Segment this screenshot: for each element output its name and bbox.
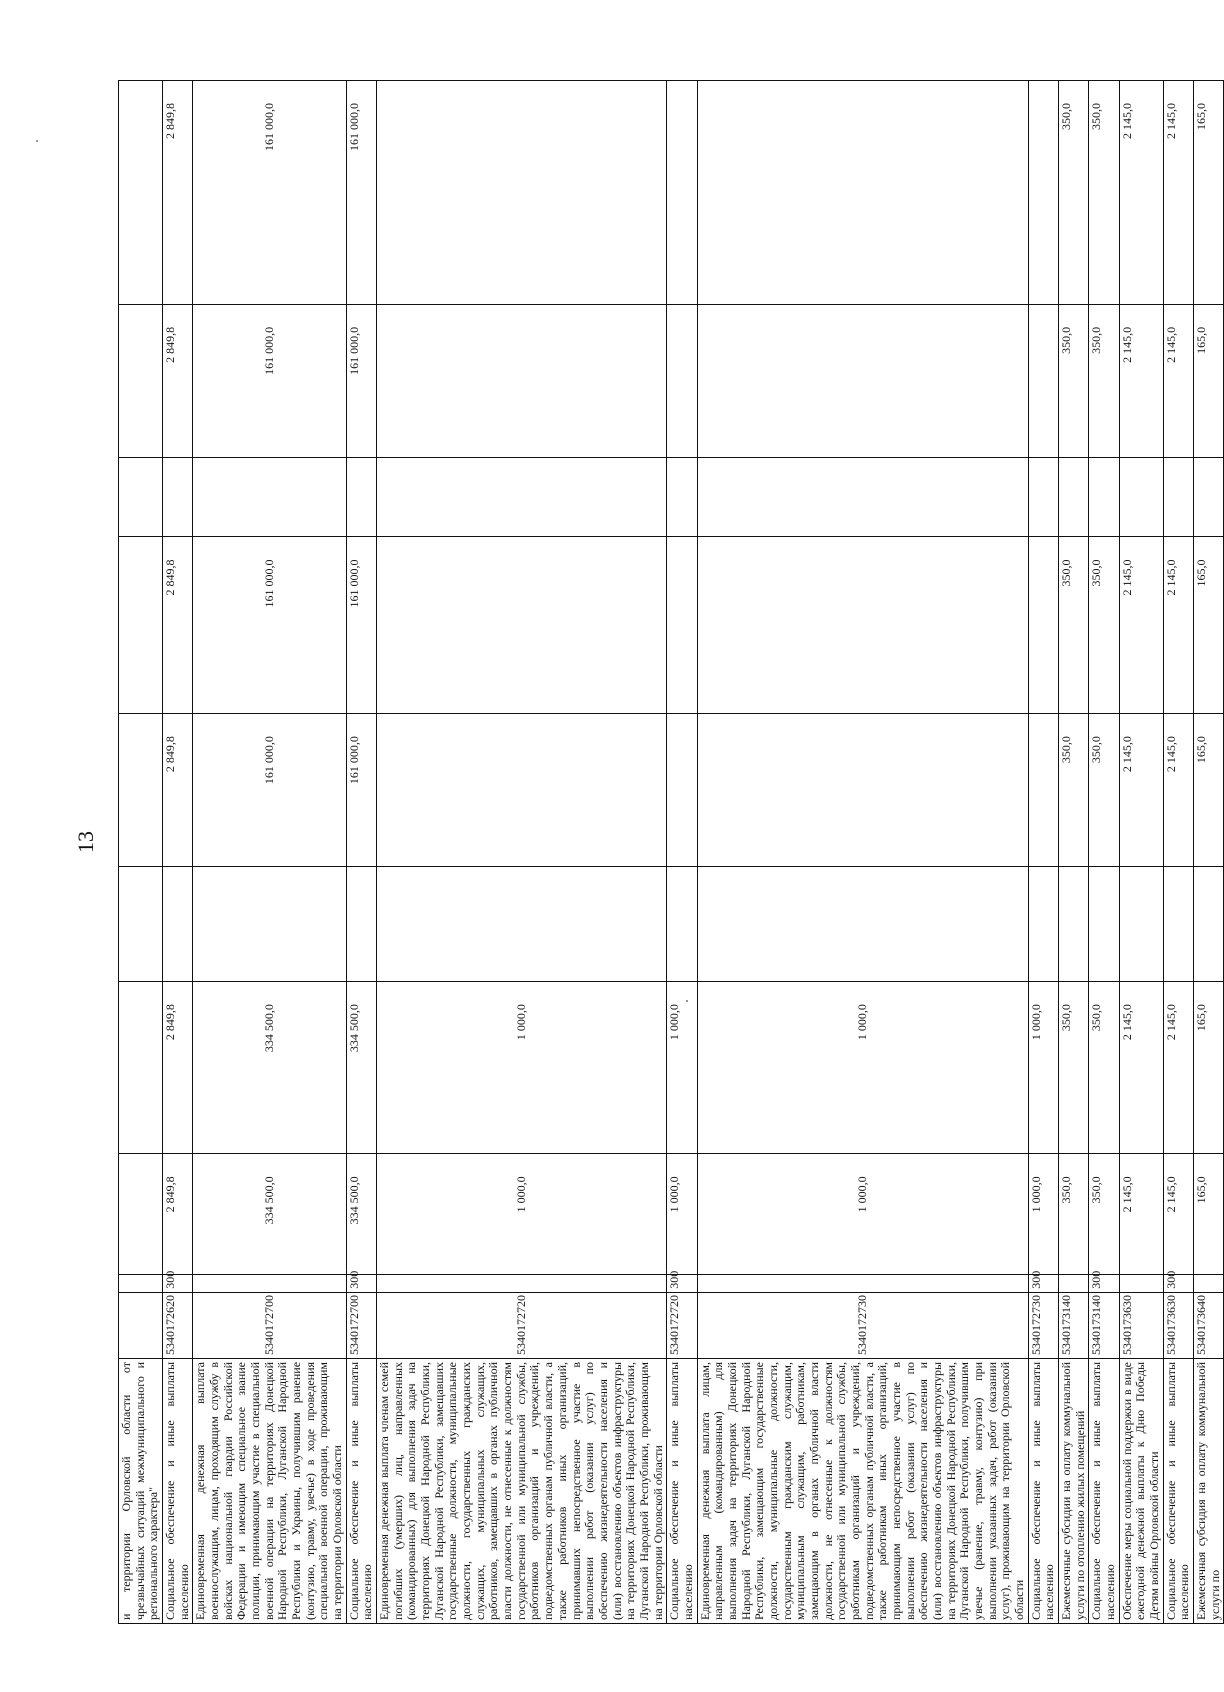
row-code: 5340172700 [346, 1292, 376, 1358]
row-description: Единовременная денежная выплата военнослужащим, лицам, проходящим службу в войсках национальной гвардии Российской Федерации и имеющим специальное звание полиции, принимающим участие в специальной военной операции на территориях Донецкой Народной Республики, Луганской Народной Республики и Украины, получившим ранение (контузию, травму, увечье) в ходе проведения специальной военной операции, проживающим на территории Орловской области [193, 1358, 346, 1623]
row-value-6 [1089, 458, 1119, 538]
row-code: 5340172620 [163, 1292, 193, 1358]
row-value-1: 334 500,0 [193, 1154, 346, 1275]
table-row [119, 81, 163, 1624]
row-value-4 [119, 714, 163, 867]
row-value-1: 1 000,0 [377, 1154, 667, 1275]
row-expense-type: 300 [346, 1275, 376, 1293]
row-value-1: 350,0 [1089, 1154, 1119, 1275]
row-value-3 [346, 867, 376, 982]
row-value-5: 350,0 [1059, 537, 1089, 714]
table-row [1163, 81, 1193, 1624]
row-value-3 [377, 867, 667, 982]
table-row [1059, 81, 1089, 1624]
row-value-5: 2 145,0 [1163, 537, 1193, 714]
table-row [1089, 81, 1119, 1624]
row-description: Обеспечение меры социальной поддержки в виде ежегодной денежной выплаты к Дню Победы Детям войны Орловской области [1119, 1358, 1163, 1623]
row-code: 5340173630 [1163, 1292, 1193, 1358]
row-value-6 [1028, 458, 1058, 538]
row-code: 5340173140 [1089, 1292, 1119, 1358]
row-value-3 [1028, 867, 1058, 982]
row-value-8: 2 849,8 [163, 81, 193, 305]
row-code: 5340172730 [1028, 1292, 1058, 1358]
row-value-6 [1119, 458, 1163, 538]
row-value-3 [1089, 867, 1119, 982]
row-value-6 [667, 458, 697, 538]
row-description: Ежемесячная субсидия на оплату коммунальной услуги по [1194, 1358, 1224, 1623]
row-value-5: 165,0 [1194, 537, 1224, 714]
row-value-2: 1 000,0 [1028, 982, 1058, 1154]
row-expense-type: 300 [163, 1275, 193, 1293]
table-row [377, 81, 667, 1624]
budget-table [118, 80, 1222, 1624]
row-description: Социальное обеспечение и иные выплаты населению [1089, 1358, 1119, 1623]
row-description: Ежемесячные субсидии на оплату коммунальной услуги по отоплению жилых помещений [1059, 1358, 1089, 1623]
row-value-3 [119, 867, 163, 982]
row-value-5 [697, 537, 1028, 714]
row-value-7 [697, 304, 1028, 457]
row-expense-type [119, 1275, 163, 1293]
row-value-4: 2 849,8 [163, 714, 193, 867]
row-value-6 [1194, 458, 1224, 538]
row-value-1: 2 849,8 [163, 1154, 193, 1275]
table-row [697, 81, 1028, 1624]
row-value-8 [667, 81, 697, 305]
row-value-7: 2 145,0 [1163, 304, 1193, 457]
row-value-8 [1028, 81, 1058, 305]
row-value-4: 161 000,0 [193, 714, 346, 867]
row-value-8 [119, 81, 163, 305]
row-value-7 [1028, 304, 1058, 457]
row-value-4: 350,0 [1059, 714, 1089, 867]
row-code [119, 1292, 163, 1358]
row-value-8: 2 145,0 [1119, 81, 1163, 305]
row-value-3 [1059, 867, 1089, 982]
row-value-1: 334 500,0 [346, 1154, 376, 1275]
row-value-2: 165,0 [1194, 982, 1224, 1154]
row-value-5: 2 849,8 [163, 537, 193, 714]
row-value-4 [1028, 714, 1058, 867]
row-value-2: 2 145,0 [1119, 982, 1163, 1154]
row-value-2 [119, 982, 163, 1154]
row-expense-type: 300 [1089, 1275, 1119, 1293]
table-row [1119, 81, 1163, 1624]
row-expense-type [1119, 1275, 1163, 1293]
row-value-1: 1 000,0 [697, 1154, 1028, 1275]
row-value-5 [667, 537, 697, 714]
row-value-4 [667, 714, 697, 867]
row-value-7: 165,0 [1194, 304, 1224, 457]
row-value-1: 2 145,0 [1119, 1154, 1163, 1275]
row-description: Социальное обеспечение и иные выплаты населению [667, 1358, 697, 1623]
row-description: и территории Орловской области от чрезвычайных ситуаций межмуниципального и регионального характера" [119, 1358, 163, 1623]
row-value-6 [377, 458, 667, 538]
row-value-7: 350,0 [1059, 304, 1089, 457]
row-value-6 [163, 458, 193, 538]
row-value-4: 2 145,0 [1119, 714, 1163, 867]
table-row [193, 81, 346, 1624]
row-value-3 [1194, 867, 1224, 982]
row-code: 5340172720 [377, 1292, 667, 1358]
row-value-2: 334 500,0 [346, 982, 376, 1154]
row-value-6 [346, 458, 376, 538]
row-description: Социальное обеспечение и иные выплаты населению [1028, 1358, 1058, 1623]
row-value-3 [193, 867, 346, 982]
row-value-7: 161 000,0 [193, 304, 346, 457]
table-row [346, 81, 376, 1624]
row-expense-type: 300 [667, 1275, 697, 1293]
scan-speck [36, 140, 38, 142]
row-value-1: 165,0 [1194, 1154, 1224, 1275]
table-row [1028, 81, 1058, 1624]
row-value-3 [697, 867, 1028, 982]
row-code: 5340172730 [697, 1292, 1028, 1358]
row-value-6 [193, 458, 346, 538]
row-value-4: 350,0 [1089, 714, 1119, 867]
row-value-8 [697, 81, 1028, 305]
row-value-2: 2 849,8 [163, 982, 193, 1154]
row-description: Социальное обеспечение и иные выплаты населению [163, 1358, 193, 1623]
row-value-8 [377, 81, 667, 305]
row-value-7 [377, 304, 667, 457]
row-value-8: 350,0 [1059, 81, 1089, 305]
row-expense-type [377, 1275, 667, 1293]
row-value-7: 161 000,0 [346, 304, 376, 457]
row-value-3 [163, 867, 193, 982]
table-row [163, 81, 193, 1624]
row-value-5: 161 000,0 [193, 537, 346, 714]
row-value-2: 334 500,0 [193, 982, 346, 1154]
row-value-3 [1119, 867, 1163, 982]
row-value-6 [697, 458, 1028, 538]
row-value-7: 2 849,8 [163, 304, 193, 457]
row-value-2: 1 000,0 [667, 982, 697, 1154]
row-value-1: 350,0 [1059, 1154, 1089, 1275]
row-description: Социальное обеспечение и иные выплаты населению [1163, 1358, 1193, 1623]
row-value-7 [667, 304, 697, 457]
row-code: 5340172720 [667, 1292, 697, 1358]
row-description: Единовременная денежная выплата членам семей погибших (умерших) лиц, направленных (командированных) для выполнения задач на территориях Донецкой Народной Республики, Луганской Народной Республики, замещавших государственные должности, муниципальные должности, государственных гражданских служащих, муниципальных служащих, работников, замещавших в органах публичной власти должности, не отнесенные к должностям государственной или муниципальной службы, работников организаций и учреждений, подведомственных органам публичной власти, а также работников иных организаций, принимавших непосредственное участие в выполнении работ (оказании услуг) по обеспечению жизнедеятельности населения и (или) восстановлению объектов инфраструктуры на территориях Донецкой Народной Республики, Луганской Народной Республики, проживающим на территории Орловской области [377, 1358, 667, 1623]
row-value-2: 350,0 [1059, 982, 1089, 1154]
row-expense-type [697, 1275, 1028, 1293]
row-value-1: 1 000,0 [667, 1154, 697, 1275]
row-value-6 [1059, 458, 1089, 538]
row-code: 5340173630 [1119, 1292, 1163, 1358]
row-value-2: 1 000,0 [697, 982, 1028, 1154]
row-value-1 [119, 1154, 163, 1275]
row-value-5 [1028, 537, 1058, 714]
row-expense-type: 300 [1028, 1275, 1058, 1293]
page-number: 13 [73, 831, 98, 853]
row-expense-type [1194, 1275, 1224, 1293]
row-value-5: 161 000,0 [346, 537, 376, 714]
row-value-5 [119, 537, 163, 714]
row-value-2: 2 145,0 [1163, 982, 1193, 1154]
row-value-4 [377, 714, 667, 867]
row-value-7: 2 145,0 [1119, 304, 1163, 457]
row-value-8: 161 000,0 [346, 81, 376, 305]
row-value-1: 2 145,0 [1163, 1154, 1193, 1275]
row-value-8: 350,0 [1089, 81, 1119, 305]
row-value-4 [697, 714, 1028, 867]
row-value-4: 161 000,0 [346, 714, 376, 867]
row-value-4: 165,0 [1194, 714, 1224, 867]
row-value-8: 2 145,0 [1163, 81, 1193, 305]
row-expense-type [193, 1275, 346, 1293]
row-code: 5340173140 [1059, 1292, 1089, 1358]
row-value-5: 350,0 [1089, 537, 1119, 714]
row-value-8: 161 000,0 [193, 81, 346, 305]
row-description: Единовременная денежная выплата лицам, направленным (командированным) для выполнения задач на территориях Донецкой Народной Республики, Луганской Народной Республики, замещающим государственные должности, муниципальные должности, государственным гражданским служащим, муниципальным служащим, работникам, замещающим в органах публичной власти должности, не отнесенные к должностям государственной или муниципальной службы, работникам организаций и учреждений, подведомственных органам публичной власти, а также работникам иных организаций, принимающим непосредственное участие в выполнении работ (оказании услуг) по обеспечению жизнедеятельности населения и (или) восстановлению объектов инфраструктуры на территориях Донецкой Народной Республики, Луганской Народной Республики, получившим увечье (ранение, травму, контузию) при выполнении указанных задач, работ (оказании услуг), проживающим на территории Орловской области [697, 1358, 1028, 1623]
row-value-7 [119, 304, 163, 457]
row-expense-type [1059, 1275, 1089, 1293]
row-value-6 [1163, 458, 1193, 538]
scan-speck [686, 1000, 688, 1002]
table-row [667, 81, 697, 1624]
row-value-8: 165,0 [1194, 81, 1224, 305]
row-code: 5340172700 [193, 1292, 346, 1358]
row-value-3 [667, 867, 697, 982]
row-value-5: 2 145,0 [1119, 537, 1163, 714]
row-value-2: 350,0 [1089, 982, 1119, 1154]
row-value-6 [119, 458, 163, 538]
row-value-3 [1163, 867, 1193, 982]
row-value-5 [377, 537, 667, 714]
table-row [1194, 81, 1224, 1624]
row-value-4: 2 145,0 [1163, 714, 1193, 867]
row-value-2: 1 000,0 [377, 982, 667, 1154]
row-value-1: 1 000,0 [1028, 1154, 1058, 1275]
row-expense-type: 300 [1163, 1275, 1193, 1293]
row-description: Социальное обеспечение и иные выплаты населению [346, 1358, 376, 1623]
row-value-7: 350,0 [1089, 304, 1119, 457]
row-code: 5340173640 [1194, 1292, 1224, 1358]
